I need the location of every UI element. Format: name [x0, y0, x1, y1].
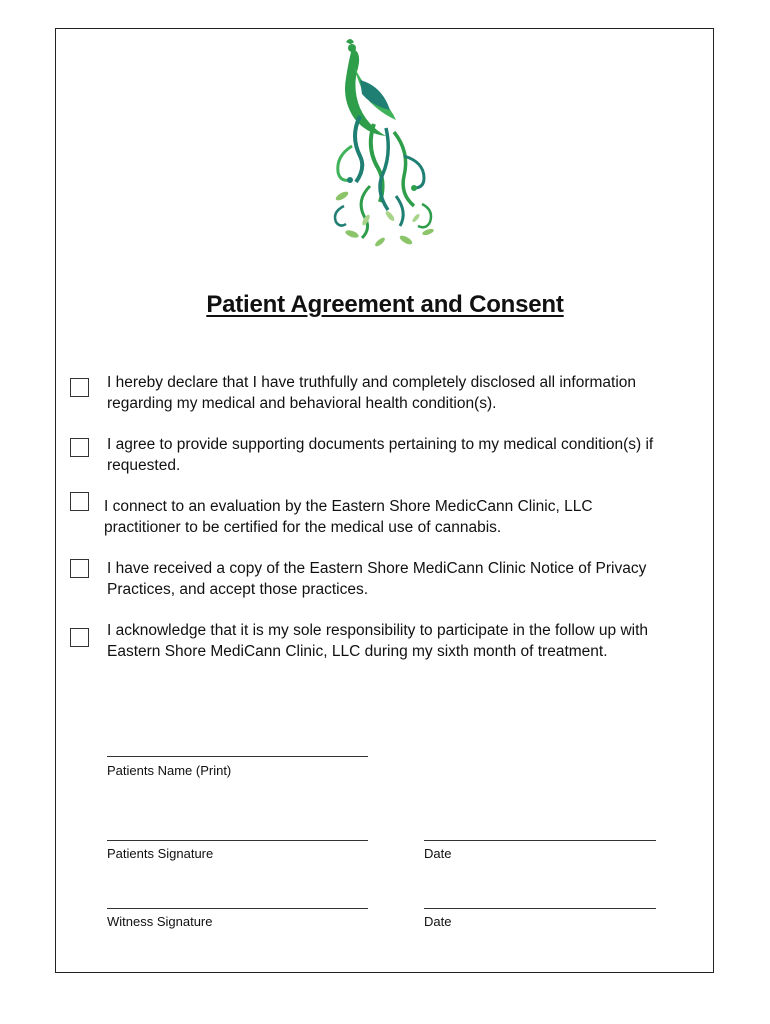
- patient-name-line[interactable]: [107, 756, 368, 758]
- witness-signature-label: Witness Signature: [107, 914, 213, 929]
- patient-signature-line[interactable]: [107, 840, 368, 842]
- follow-up-text: I acknowledge that it is my sole responsibility to participate in the follow up with Eastern Shore MediCann Clinic, LLC during my sixth month of treatment.: [107, 622, 649, 660]
- privacy-checkbox[interactable]: [70, 559, 89, 578]
- page-title: Patient Agreement and Consent: [206, 291, 564, 318]
- documents-checkbox[interactable]: [70, 438, 89, 457]
- privacy-text: I have received a copy of the Eastern Shore MediCann Clinic Notice of Privacy Practices, and accept those practices.: [107, 560, 647, 598]
- witness-date-label: Date: [424, 914, 452, 929]
- patient-date-line[interactable]: [424, 840, 656, 842]
- disclosure-checkbox[interactable]: [70, 378, 89, 397]
- witness-signature-line[interactable]: [107, 908, 368, 910]
- peacock-logo: [330, 36, 442, 251]
- disclosure-text: I hereby declare that I have truthfully and completely disclosed all information regarding my medical and behavioral health condition(s).: [107, 374, 637, 412]
- evaluation-text: I connect to an evaluation by the Eastern Shore MedicCann Clinic, LLC practitioner to be certified for the medical use of cannabis.: [104, 498, 593, 536]
- documents-text: I agree to provide supporting documents pertaining to my medical condition(s) if requested.: [107, 436, 654, 474]
- follow-up-checkbox[interactable]: [70, 628, 89, 647]
- patient-signature-label: Patients Signature: [107, 846, 214, 861]
- patient-date-label: Date: [424, 846, 452, 861]
- witness-date-line[interactable]: [424, 908, 656, 910]
- patient-name-label: Patients Name (Print): [107, 763, 232, 778]
- evaluation-checkbox[interactable]: [70, 492, 89, 511]
